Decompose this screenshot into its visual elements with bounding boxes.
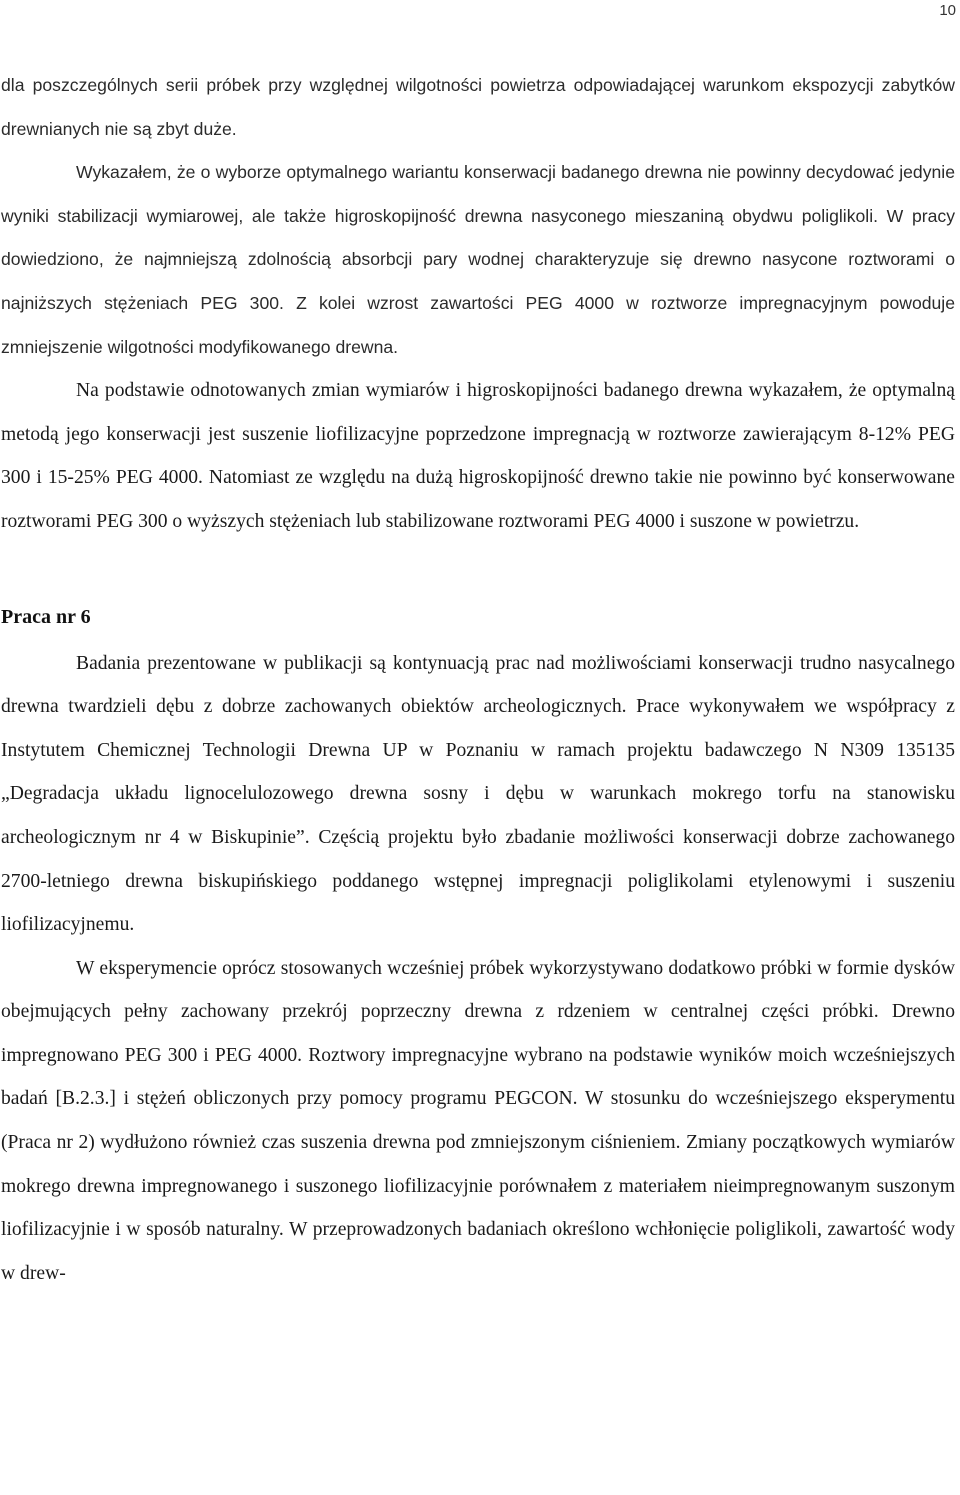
paragraph-text-sans: Wykazałem, że o wyborze optymalnego wariantu konserwacji badanego drewna nie powinny decydować jedynie wyniki stabilizacji wymiarowej, ale także higroskopijność drewna nasyconego mieszaniną obydwu poliglikoli. (1, 162, 955, 226)
paragraph-text: dla poszczególnych serii próbek przy względnej wilgotności powietrza odpowiadającej warunkom ekspozycji zabytków drewnianych nie są zbyt duże. (1, 75, 955, 139)
section-heading-praca-6: Praca nr 6 (1, 605, 91, 628)
paragraph-text: W eksperymencie oprócz stosowanych wcześniej próbek wykorzystywano dodatkowo próbki w formie dysków obejmujących pełny zachowany przekrój poprzeczny drewna z rdzeniem w centralnej części próbki. Drewno impregnowano PEG 300 i PEG 4000. Roztwory impregnacyjne wybrano na podstawie wyników moich wcześniejszych badań [B.2.3.] i stężeń obliczonych przy pomocy programu PEGCON. W stosunku do wcześniejszego eksperymentu (Praca nr 2) wydłużono również czas suszenia drewna pod zmniejszonym ciśnieniem. Zmiany początkowych wymiarów mokrego drewna impregnowanego i suszonego liofilizacyjnie porównałem z materiałem nieimpregnowanym suszonym liofilizacyjnie i w sposób naturalny. W przeprowadzonych badaniach określono wchłonięcie poliglikoli, zawartość wody w drew- (1, 957, 955, 1284)
paragraph-continuation (1, 64, 955, 151)
paragraph-praca-6-intro (1, 642, 955, 947)
paragraph-text-sans-continued: W pracy dowiedziono, że najmniejszą zdolnością absorbcji pary wodnej charakteryzuje się drewno nasycone roztworami o najniższych stężeniach PEG 300. Z kolei wzrost zawartości PEG 4000 w roztworze impregnacyjnym powoduje zmniejszenie wilgotności modyfikowanego drewna. (1, 205, 955, 357)
paragraph-text: Na podstawie odnotowanych zmian wymiarów i higroskopijności badanego drewna wykazałem, że optymalną metodą jego konserwacji jest suszenie liofilizacyjne poprzedzone impregnacją w roztworze zawierającym 8-12% PEG 300 i 15-25% PEG 4000. Natomiast ze względu na dużą higroskopijność drewno takie nie powinno być konserwowane roztworami PEG 300 o wyższych stężeniach lub stabilizowane roztworami PEG 4000 i suszone w powietrzu. (1, 380, 955, 532)
paragraph-optymalna-metoda (1, 369, 955, 543)
page-number: 10 (939, 2, 956, 19)
paragraph-higroskopijnosc (1, 151, 955, 369)
paragraph-eksperyment (1, 947, 955, 1296)
document-body (1, 64, 955, 1295)
paragraph-text: Badania prezentowane w publikacji są kontynuacją prac nad możliwościami konserwacji trudno nasycalnego drewna twardzieli dębu z dobrze zachowanych obiektów archeologicznych. Prace wykonywałem we współpracy z Instytutem Chemicznej Technologii Drewna UP w Poznaniu w ramach projektu badawczego N N309 135135 „Degradacja układu lignocelulozowego drewna sosny i dębu w warunkach mokrego torfu na stanowisku archeologicznym nr 4 w Biskupinie”. Częścią projektu było zbadanie możliwości konserwacji dobrze zachowanego 2700-letniego drewna biskupińskiego poddanego wstępnej impregnacji poliglikolami etylenowymi i suszeniu liofilizacyjnemu. (1, 652, 955, 936)
